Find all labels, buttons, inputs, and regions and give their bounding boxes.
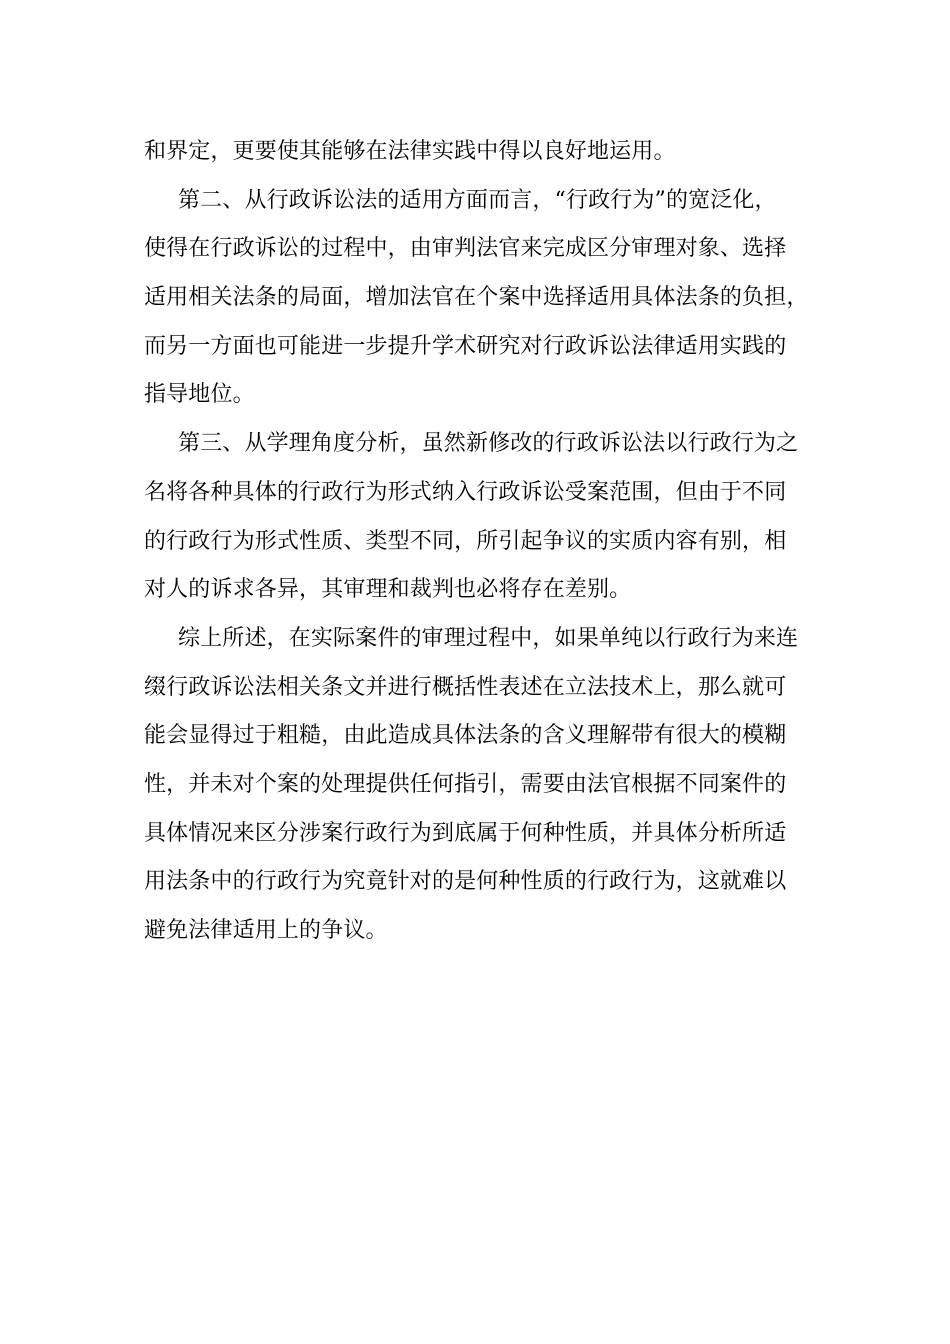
text-line: 具体情况来区分涉案行政行为到底属于何种性质，并具体分析所适 bbox=[144, 820, 787, 846]
text-line: 对人的诉求各异，其审理和裁判也必将存在差别。 bbox=[144, 577, 632, 603]
text-line: 用法条中的行政行为究竟针对的是何种性质的行政行为，这就难以 bbox=[144, 869, 787, 895]
text-line: 第二、从行政诉讼法的适用方面而言，“行政行为”的宽泛化， bbox=[178, 187, 777, 213]
text-line: 能会显得过于粗糙，由此造成具体法条的含义理解带有很大的模糊 bbox=[144, 723, 787, 749]
text-line: 使得在行政诉讼的过程中，由审判法官来完成区分审理对象、选择 bbox=[144, 236, 787, 262]
paragraph-2 bbox=[144, 177, 824, 420]
text-line: 综上所述，在实际案件的审理过程中，如果单纯以行政行为来连 bbox=[178, 625, 799, 651]
text-line: 指导地位。 bbox=[144, 382, 255, 408]
text-line: 避免法律适用上的争议。 bbox=[144, 918, 388, 943]
text-line: 和界定，更要使其能够在法律实践中得以良好地运用。 bbox=[144, 139, 676, 164]
paragraph-1 bbox=[144, 128, 824, 177]
paragraph-3 bbox=[144, 420, 824, 615]
text-line: 第三、从学理角度分析，虽然新修改的行政诉讼法以行政行为之 bbox=[178, 431, 799, 457]
text-line: 的行政行为形式性质、类型不同，所引起争议的实质内容有别，相 bbox=[144, 528, 787, 554]
document-body bbox=[144, 128, 824, 956]
text-line: 缀行政诉讼法相关条文并进行概括性表述在立法技术上，那么就可 bbox=[144, 674, 787, 700]
text-line: 适用相关法条的局面，增加法官在个案中选择适用具体法条的负担， bbox=[144, 285, 809, 311]
text-line: 而另一方面也可能进一步提升学术研究对行政诉讼法律适用实践的 bbox=[144, 333, 787, 359]
text-line: 性，并未对个案的处理提供任何指引，需要由法官根据不同案件的 bbox=[144, 771, 787, 797]
text-line: 名将各种具体的行政行为形式纳入行政诉讼受案范围，但由于不同 bbox=[144, 479, 787, 505]
paragraph-4 bbox=[144, 615, 824, 956]
